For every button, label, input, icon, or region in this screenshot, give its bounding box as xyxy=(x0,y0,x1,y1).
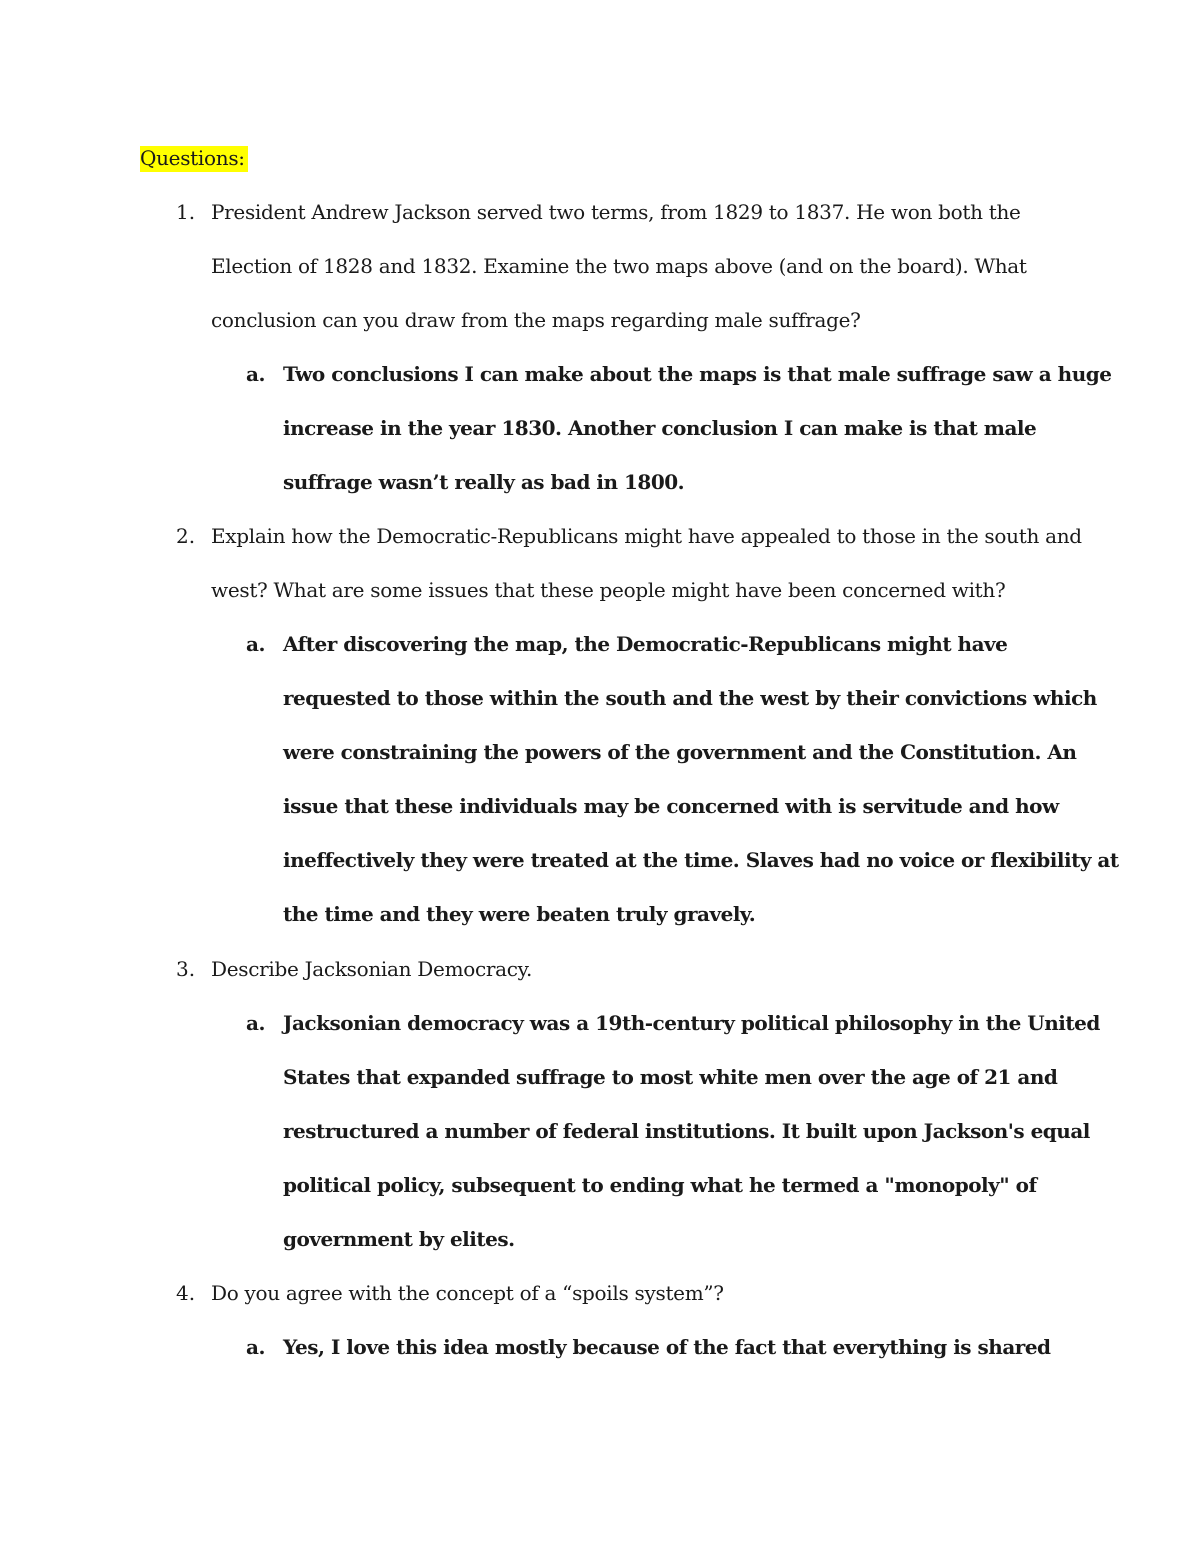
answer-2-line-1: After discovering the map, the Democratic-Republicans might have xyxy=(283,632,1008,656)
question-2-number: 2. xyxy=(176,524,196,548)
heading xyxy=(140,146,248,170)
answer-2-letter: a. xyxy=(246,632,265,656)
question-1-line-2: Election of 1828 and 1832. Examine the two maps above (and on the board). What xyxy=(211,254,1027,278)
question-3-line-1: Describe Jacksonian Democracy. xyxy=(211,957,533,981)
answer-3-line-4: political policy, subsequent to ending what he termed a "monopoly" of xyxy=(283,1173,1037,1197)
question-2-line-1: Explain how the Democratic-Republicans might have appealed to those in the south and xyxy=(211,524,1082,548)
answer-1-line-3: suffrage wasn’t really as bad in 1800. xyxy=(283,470,685,494)
answer-2-line-6: the time and they were beaten truly gravely. xyxy=(283,902,756,926)
answer-3-letter: a. xyxy=(246,1011,265,1035)
question-1-number: 1. xyxy=(176,200,196,224)
answer-4-letter: a. xyxy=(246,1335,265,1359)
answer-3-line-3: restructured a number of federal institutions. It built upon Jackson's equal xyxy=(283,1119,1090,1143)
heading-highlight: Questions: xyxy=(140,146,248,172)
answer-3-line-1: Jacksonian democracy was a 19th-century political philosophy in the United xyxy=(283,1011,1100,1035)
answer-2-line-5: ineffectively they were treated at the time. Slaves had no voice or flexibility at xyxy=(283,848,1119,872)
question-1-line-1: President Andrew Jackson served two terms, from 1829 to 1837. He won both the xyxy=(211,200,1021,224)
answer-2-line-3: were constraining the powers of the government and the Constitution. An xyxy=(283,740,1077,764)
question-3-number: 3. xyxy=(176,957,196,981)
answer-1-line-1: Two conclusions I can make about the maps is that male suffrage saw a huge xyxy=(283,362,1112,386)
answer-1-line-2: increase in the year 1830. Another conclusion I can make is that male xyxy=(283,416,1037,440)
question-1-line-3: conclusion can you draw from the maps regarding male suffrage? xyxy=(211,308,861,332)
answer-4-line-1: Yes, I love this idea mostly because of the fact that everything is shared xyxy=(283,1335,1051,1359)
answer-3-line-5: government by elites. xyxy=(283,1227,515,1251)
question-4-number: 4. xyxy=(176,1281,196,1305)
question-4-line-1: Do you agree with the concept of a “spoils system”? xyxy=(211,1281,724,1305)
answer-2-line-4: issue that these individuals may be concerned with is servitude and how xyxy=(283,794,1059,818)
question-2-line-2: west? What are some issues that these people might have been concerned with? xyxy=(211,578,1006,602)
answer-3-line-2: States that expanded suffrage to most white men over the age of 21 and xyxy=(283,1065,1058,1089)
answer-2-line-2: requested to those within the south and the west by their convictions which xyxy=(283,686,1097,710)
answer-1-letter: a. xyxy=(246,362,265,386)
